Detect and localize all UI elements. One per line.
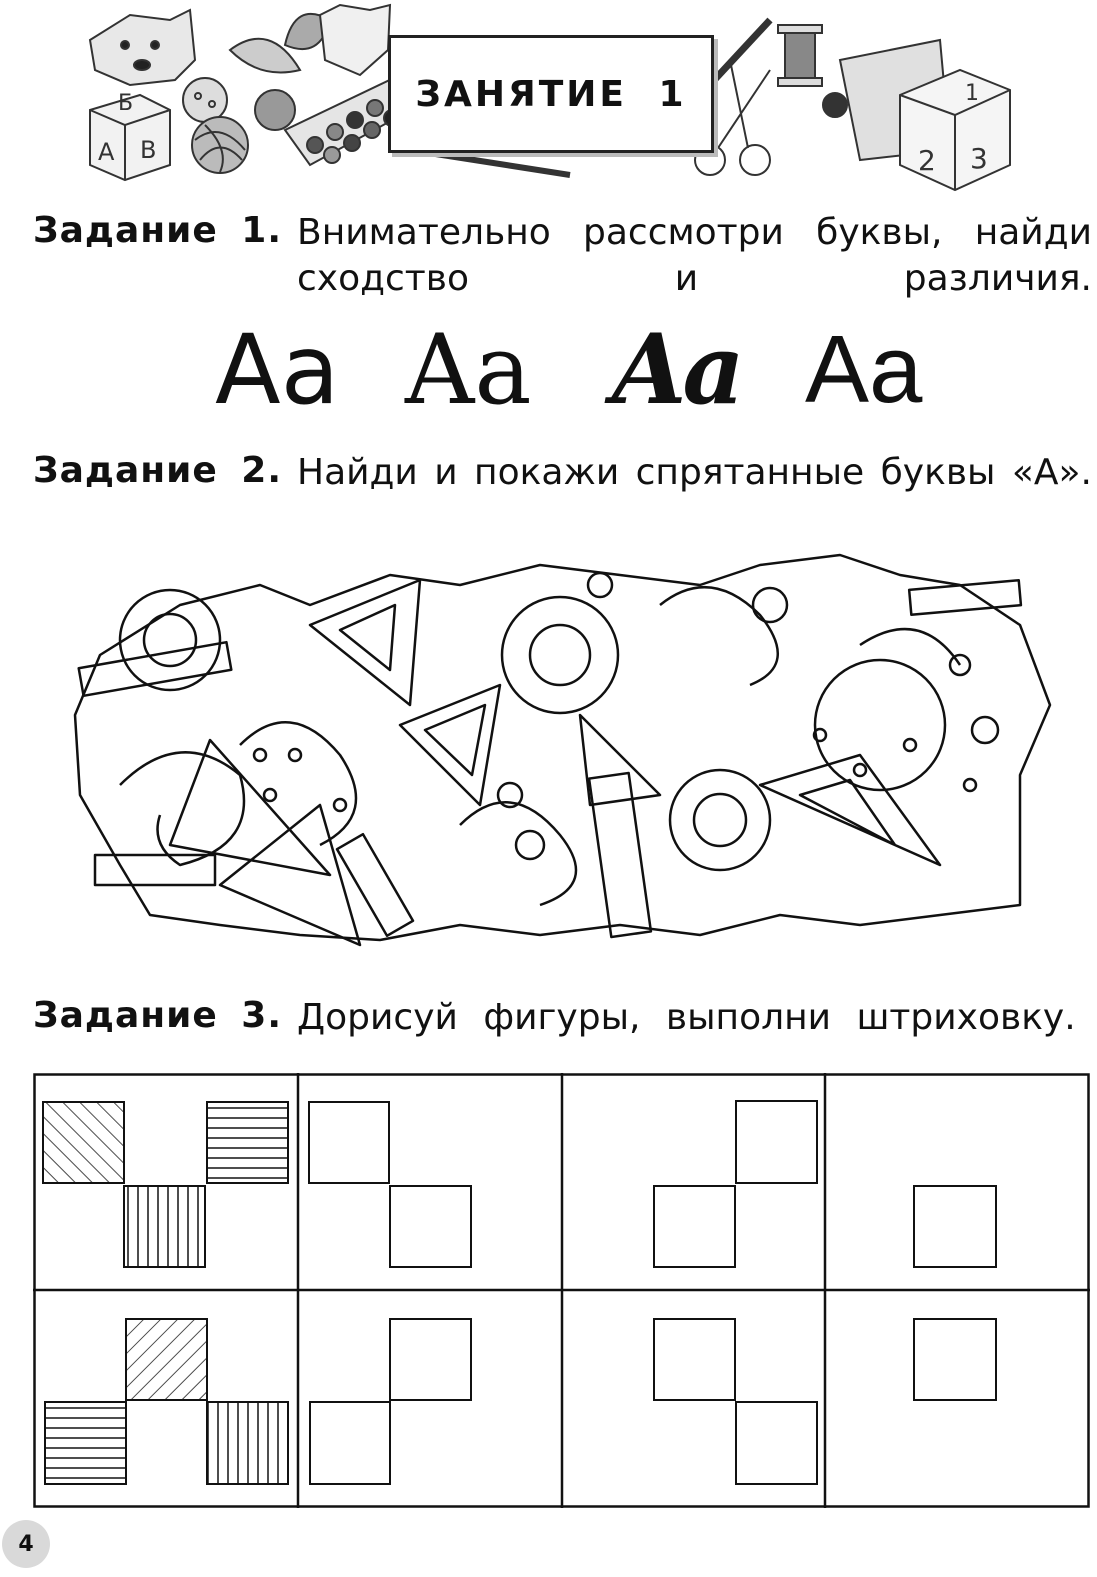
shaded-square-diagonal bbox=[43, 1102, 124, 1183]
page-number: 4 bbox=[2, 1520, 50, 1568]
letter-sample-sans: Aa bbox=[215, 314, 340, 426]
task-2-label: Задание 2. bbox=[33, 450, 283, 491]
block-letter: А bbox=[98, 138, 115, 166]
empty-square[interactable] bbox=[390, 1319, 471, 1400]
empty-square[interactable] bbox=[654, 1186, 735, 1267]
shaded-square-diagonal-reverse bbox=[126, 1319, 207, 1400]
pencil-icon bbox=[705, 20, 770, 90]
hidden-letter-a bbox=[760, 755, 940, 865]
thread-spool-icon bbox=[778, 25, 822, 86]
block-letter: Б bbox=[118, 91, 134, 116]
empty-square[interactable] bbox=[914, 1319, 996, 1400]
block-letter: В bbox=[140, 136, 157, 164]
empty-square[interactable] bbox=[310, 1402, 390, 1484]
hidden-letter-a bbox=[400, 685, 500, 805]
empty-square[interactable] bbox=[309, 1102, 389, 1183]
paintbrush-icon bbox=[410, 150, 570, 175]
lesson-title: ЗАНЯТИЕ 1 bbox=[415, 73, 687, 115]
shading-exercise-grid bbox=[33, 1073, 1090, 1508]
button-icon bbox=[255, 90, 295, 130]
block-digit: 1 bbox=[965, 81, 979, 106]
empty-square[interactable] bbox=[654, 1319, 735, 1400]
task-2-text: Найди и покажи спрятанные буквы «А». bbox=[297, 452, 1092, 493]
hidden-letter-a bbox=[220, 805, 360, 945]
empty-square[interactable] bbox=[736, 1101, 817, 1183]
task-3-text: Дорисуй фигуры, выполни штриховку. bbox=[297, 997, 1076, 1038]
paper-cat-icon bbox=[320, 5, 390, 75]
hidden-letter-a-round bbox=[502, 597, 618, 713]
block-digit: 2 bbox=[918, 144, 936, 177]
empty-square[interactable] bbox=[736, 1402, 817, 1484]
letter-sample-serif: Aa bbox=[405, 314, 532, 426]
empty-square[interactable] bbox=[390, 1186, 471, 1267]
shaded-square-vertical bbox=[207, 1402, 288, 1484]
shaded-square-vertical bbox=[124, 1186, 205, 1267]
task-1-text: Внимательно рассмотри буквы, найди сходство и различия. bbox=[297, 212, 1092, 299]
button-icon bbox=[823, 93, 847, 117]
task-3-label: Задание 3. bbox=[33, 995, 283, 1036]
lesson-title-box bbox=[388, 35, 714, 153]
letter-sample-light: Aa bbox=[805, 316, 923, 423]
alphabet-block-icon bbox=[90, 91, 170, 180]
number-block-icon bbox=[900, 70, 1010, 190]
block-digit: 3 bbox=[970, 142, 988, 175]
empty-square[interactable] bbox=[914, 1186, 996, 1267]
dog-drawing-icon bbox=[90, 10, 195, 85]
shaded-square-horizontal bbox=[207, 1102, 288, 1183]
shaded-square-horizontal bbox=[45, 1402, 126, 1484]
task-1-label: Задание 1. bbox=[33, 210, 283, 251]
button-icon bbox=[183, 78, 227, 122]
letter-sample-decorative: Aa bbox=[612, 313, 741, 426]
hidden-letters-puzzle bbox=[60, 545, 1060, 955]
hidden-letter-a-round bbox=[670, 770, 770, 870]
